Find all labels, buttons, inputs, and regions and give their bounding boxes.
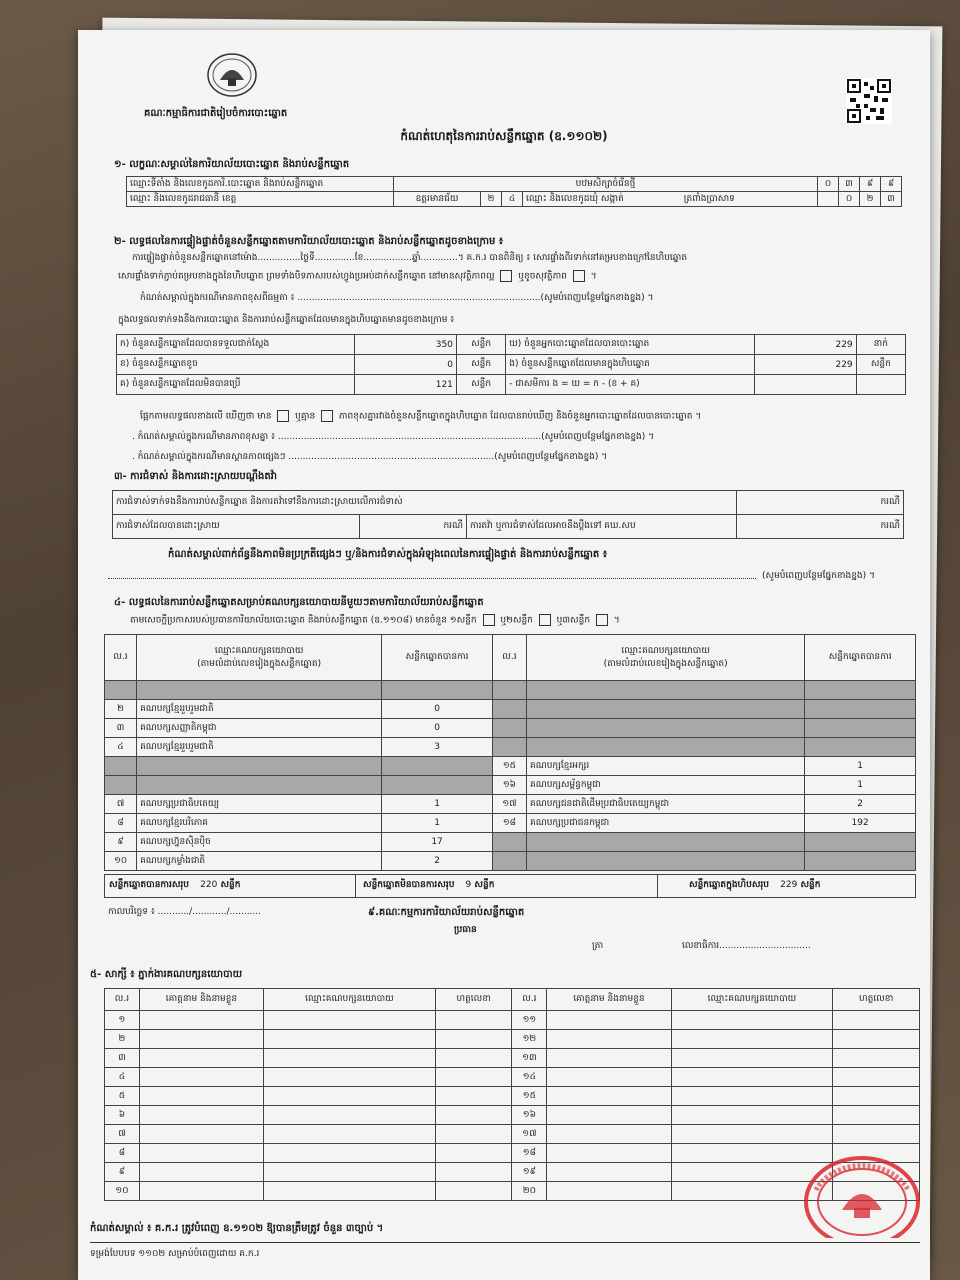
- has-difference-checkbox[interactable]: [277, 410, 289, 422]
- party-no: ៩: [105, 833, 137, 852]
- party-name: គណបក្សជនជាតិដើមប្រជាធិបតេយ្យកម្ពុជា: [527, 795, 805, 814]
- party-votes: [382, 757, 493, 776]
- witness-name-cell[interactable]: [547, 1011, 671, 1030]
- witness-name-cell[interactable]: [547, 1144, 671, 1163]
- witness-signature-cell[interactable]: [833, 1011, 920, 1030]
- witness-party-cell[interactable]: [264, 1049, 436, 1068]
- witness-no: ១៩: [512, 1163, 547, 1182]
- note-line: [108, 578, 756, 579]
- col-no: ល.រ: [105, 989, 140, 1011]
- case-unit: ករណី: [737, 491, 904, 515]
- count-label: - ជាសមីការ ង = ឃ = ក - (ខ + គ): [506, 375, 755, 395]
- complaint-row: ការជំទាស់ទាក់ទងនឹងការរាប់សន្លឹកឆ្នោត និងការតវ៉ាទៅនឹងការដោះស្រាយលើការជំទាស់: [113, 491, 737, 515]
- ballot-count-row: [117, 355, 906, 375]
- witness-signature-cell[interactable]: [833, 1030, 920, 1049]
- code-digit: ៩: [881, 177, 902, 192]
- witness-signature-cell[interactable]: [435, 1125, 512, 1144]
- witness-row: [105, 1182, 920, 1201]
- witness-row: [105, 1106, 920, 1125]
- party-name: [137, 757, 382, 776]
- col-no: ល.រ: [512, 989, 547, 1011]
- difference-text: ផ្អែកតាមលទ្ធផលខាងលើ ឃើញថា មាន: [140, 411, 272, 422]
- check-line-2-text: សោរផ្ទាំងទាក់ភ្ជាប់គម្របខាងក្នុងនៃហិបឆ្នោត ព្រមទាំងបិទភាសរបស់ហ្វូងប្រអប់ដាក់សន្លឹកឆ្នោត នៅមានសុវត្ថិភាពល្អ: [118, 271, 495, 282]
- party-name: គណបក្សប្រជាជនកម្ពុជា: [527, 814, 805, 833]
- col-party: [527, 635, 805, 681]
- count-value: 0: [355, 355, 457, 375]
- section1-title: ១- លក្ខណៈសម្គាល់នៃការិយាល័យបោះឆ្នោត និងរាប់សន្លឹកឆ្នោត: [114, 159, 350, 170]
- party-votes: [805, 719, 916, 738]
- code-digit: ៣: [881, 192, 902, 207]
- witness-no: ៨: [105, 1144, 140, 1163]
- col-party: ឈ្មោះគណបក្សនយោបាយ: [671, 989, 833, 1011]
- total-valid-value: 220: [200, 880, 218, 890]
- count-value: [754, 375, 856, 395]
- witness-signature-cell[interactable]: [435, 1068, 512, 1087]
- count-unit: សន្លឹក: [456, 355, 505, 375]
- witness-party-cell[interactable]: [671, 1087, 833, 1106]
- col-party-title: ឈ្មោះគណបក្សនយោបាយ: [214, 645, 304, 656]
- total-valid-label: សន្លឹកឆ្នោតបានការសរុប: [109, 880, 189, 890]
- footer-form-id: ទម្រង់បែបបទ ១១០២ សម្រាប់បំពេញដោយ គ.ក.រ: [90, 1249, 260, 1259]
- bad-checkbox[interactable]: [573, 270, 585, 282]
- code-digit: ៩: [860, 177, 881, 192]
- party-name: គណបក្សខ្មែររួបរួមជាតិ: [137, 738, 382, 757]
- total-invalid-label: សន្លឹកឆ្នោតមិនបានការសរុប: [363, 880, 455, 890]
- location-table: [126, 176, 902, 207]
- party-name: គណបក្សខ្មែរបរិភោគ: [137, 814, 382, 833]
- witness-signature-cell[interactable]: [435, 1106, 512, 1125]
- party-name: [527, 738, 805, 757]
- three-sheets-checkbox[interactable]: [596, 614, 608, 626]
- count-unit: សន្លឹក: [456, 375, 505, 395]
- witness-party-cell[interactable]: [264, 1011, 436, 1030]
- witness-name-cell[interactable]: [139, 1030, 263, 1049]
- witness-no: ១៨: [512, 1144, 547, 1163]
- witness-signature-cell[interactable]: [833, 1087, 920, 1106]
- province-label: ឈ្មោះ និងលេខកូដរាជធានី ខេត្ត: [127, 192, 394, 207]
- commune-label: ឈ្មោះ និងលេខកូដឃុំ សង្កាត់: [526, 193, 624, 204]
- witness-no: ៥: [105, 1087, 140, 1106]
- two-sheets-label: ឬ២សន្លឹក: [500, 615, 533, 626]
- election-form-sheet: [78, 30, 930, 1280]
- qr-code-icon: [846, 78, 892, 128]
- party-no: ៤: [105, 738, 137, 757]
- party-row: [105, 681, 916, 700]
- witness-no: ១៦: [512, 1106, 547, 1125]
- three-sheets-label: ឬ៣សន្លឹក: [556, 615, 591, 626]
- party-name: គណបក្សខ្មែររួបរួមជាតិ: [137, 700, 382, 719]
- witness-name-cell[interactable]: [547, 1087, 671, 1106]
- code-digit: ២: [860, 192, 881, 207]
- party-votes: [805, 700, 916, 719]
- location-label: ឈ្មោះទីតាំង និងលេខកូដការិ.បោះឆ្នោត និងរាប់សន្លឹកឆ្នោត: [127, 177, 394, 192]
- witness-signature-cell[interactable]: [435, 1049, 512, 1068]
- party-votes: [805, 852, 916, 871]
- difference-line: [140, 410, 701, 424]
- witness-party-cell[interactable]: [264, 1125, 436, 1144]
- witness-row: [105, 1068, 920, 1087]
- witness-no: ១២: [512, 1030, 547, 1049]
- witness-row: [105, 1163, 920, 1182]
- party-no: ៨: [105, 814, 137, 833]
- col-party-sub: (តាមលំដាប់លេខរៀងក្នុងសន្លឹកឆ្នោត): [603, 658, 728, 669]
- witness-no: ៧: [105, 1125, 140, 1144]
- party-no: [492, 852, 526, 871]
- col-name: គោត្តនាម និងនាមខ្លួន: [547, 989, 671, 1011]
- party-votes: 17: [382, 833, 493, 852]
- witness-no: ២០: [512, 1182, 547, 1201]
- party-row: [105, 795, 916, 814]
- party-votes: 3: [382, 738, 493, 757]
- footer-rule: [90, 1242, 920, 1243]
- count-unit: សន្លឹក: [456, 335, 505, 355]
- witness-no: ១៤: [512, 1068, 547, 1087]
- party-name: [137, 681, 382, 700]
- code-digit: ៣: [839, 177, 860, 192]
- col-party: [137, 635, 382, 681]
- witness-name-cell[interactable]: [139, 1163, 263, 1182]
- witness-row: [105, 1125, 920, 1144]
- witness-no: ២: [105, 1030, 140, 1049]
- witness-signature-cell[interactable]: [435, 1030, 512, 1049]
- party-name: [137, 776, 382, 795]
- count-unit: នាក់: [856, 335, 905, 355]
- party-name: [527, 700, 805, 719]
- count-value: 229: [754, 335, 856, 355]
- witness-party-cell[interactable]: [671, 1106, 833, 1125]
- col-party-title: ឈ្មោះគណបក្សនយោបាយ: [621, 645, 710, 656]
- total-all: [689, 879, 820, 892]
- col-no: ល.រ: [105, 635, 137, 681]
- party-no: [492, 719, 526, 738]
- col-votes: សន្លឹកឆ្នោតបានការ: [805, 635, 916, 681]
- witness-party-cell[interactable]: [264, 1182, 436, 1201]
- party-no: ១០: [105, 852, 137, 871]
- code-digit: [818, 192, 839, 207]
- party-votes: 2: [805, 795, 916, 814]
- party-results-table: [104, 634, 916, 871]
- count-value: 121: [355, 375, 457, 395]
- witness-name-cell[interactable]: [139, 1144, 263, 1163]
- party-row: [105, 852, 916, 871]
- witness-party-cell[interactable]: [264, 1087, 436, 1106]
- total-invalid-value: 9: [465, 880, 472, 890]
- one-sheet-checkbox[interactable]: [483, 614, 495, 626]
- party-no: [492, 738, 526, 757]
- party-row: [105, 719, 916, 738]
- check-line-1: ការផ្ទៀងផ្ទាត់ចំនួនសន្លឹកឆ្នោតនៅម៉ោង...............ថ្ងៃទី..............ខែ.................ឆ្នាំ.............។ គ.ក.រ បានពិនិត្យ ៖ សោរផ្ទាំងពីរទាក់នៅគម្របខាងក្រៅនៃហិបឆ្នោត: [132, 253, 688, 263]
- count-label: ឃ) ចំនួនអ្នកបោះឆ្នោតដែលបានបោះឆ្នោត: [506, 335, 755, 355]
- witness-name-cell[interactable]: [547, 1030, 671, 1049]
- party-row: [105, 833, 916, 852]
- complaints-table: [112, 490, 904, 539]
- irregularity-note: កំណត់សម្គាល់ពាក់ព័ន្ធនឹងភាពមិនប្រក្រតីផ្សេងៗ ឬ/និងការជំទាស់ក្នុងអំឡុងពេលនៃការផ្ទៀងផ្ទាត់ និងការរាប់សន្លឹកឆ្នោត ៖: [168, 549, 608, 560]
- resolved-label: ការជំទាស់ដែលបានដោះស្រាយ: [113, 515, 360, 539]
- witness-signature-cell[interactable]: [833, 1125, 920, 1144]
- committee-title: ៩.គណៈកម្មការការិយាល័យរាប់សន្លឹកឆ្នោត: [368, 907, 525, 918]
- difference-note: . កំណត់សម្គាល់ក្នុងករណីមានភាពខុសគ្នា ៖ ............................................................................................(សូមបំពេញបន្ថែមផ្នែកខាងខ្នង) ។: [132, 432, 655, 442]
- witness-no: ៤: [105, 1068, 140, 1087]
- party-no: [492, 700, 526, 719]
- party-no: [105, 776, 137, 795]
- chair-label: ប្រធាន: [454, 925, 477, 935]
- witness-no: ១០: [105, 1182, 140, 1201]
- party-votes: 1: [382, 795, 493, 814]
- commune-value: ត្រពាំងប្រាសាទ: [683, 193, 735, 204]
- witness-signature-cell[interactable]: [435, 1163, 512, 1182]
- party-no: ៧: [105, 795, 137, 814]
- party-no: ១៨: [492, 814, 526, 833]
- witness-signature-cell[interactable]: [833, 1068, 920, 1087]
- party-votes: [805, 738, 916, 757]
- party-votes: 0: [382, 719, 493, 738]
- count-label: ង) ចំនួនសន្លឹកឆ្នោតដែលមានក្នុងហិបឆ្នោត: [506, 355, 755, 375]
- abnormal-note: កំណត់សម្គាល់ក្នុងករណីមានភាពខុសពីធម្មតា ៖ .....................................................................................(សូមបំពេញបន្ថែមផ្នែកខាងខ្នង) ។: [140, 293, 654, 303]
- results-intro: ក្នុងលទ្ធផលទាក់ទងនឹងការបោះឆ្នោត និងការរាប់សន្លឹកឆ្នោតដែលមានក្នុងហិបឆ្នោតមានដូចខាងក្រោម ៖: [118, 315, 455, 325]
- party-votes: [382, 681, 493, 700]
- witness-signature-cell[interactable]: [833, 1106, 920, 1125]
- party-row: [105, 738, 916, 757]
- witness-signature-cell[interactable]: [833, 1049, 920, 1068]
- witness-name-cell[interactable]: [139, 1106, 263, 1125]
- party-no: ១៦: [492, 776, 526, 795]
- witness-party-cell[interactable]: [264, 1144, 436, 1163]
- party-votes: 0: [382, 700, 493, 719]
- count-value: 350: [355, 335, 457, 355]
- witness-row: [105, 1011, 920, 1030]
- code-digit: ៤: [502, 192, 523, 207]
- code-digit: ០: [818, 177, 839, 192]
- col-party: ឈ្មោះគណបក្សនយោបាយ: [264, 989, 436, 1011]
- appeal-label: ការតវ៉ា ឬការជំទាស់ដែលអាចនឹងប្តឹងទៅ គឃ.សប: [467, 515, 737, 539]
- code-digit: ០: [839, 192, 860, 207]
- witness-party-cell[interactable]: [671, 1030, 833, 1049]
- witness-name-cell[interactable]: [547, 1163, 671, 1182]
- section3-title: ៣- ការជំទាស់ និងការដោះស្រាយបណ្តឹងតវ៉ា: [114, 471, 278, 482]
- witness-no: ៣: [105, 1049, 140, 1068]
- witness-party-cell[interactable]: [671, 1011, 833, 1030]
- witness-no: ១៥: [512, 1087, 547, 1106]
- total-valid-unit: សន្លឹក: [220, 880, 241, 890]
- bad-option-label: ឬខូចសុវត្ថិភាព: [518, 271, 567, 282]
- witness-party-cell[interactable]: [671, 1049, 833, 1068]
- witness-name-cell[interactable]: [139, 1049, 263, 1068]
- witness-name-cell[interactable]: [139, 1125, 263, 1144]
- check-line-2: សោរផ្ទាំងទាក់ភ្ជាប់គម្របខាងក្នុងនៃហិបឆ្នោត ព្រមទាំងបិទភាសរបស់ហ្វូងប្រអប់ដាក់សន្លឹកឆ្នោត នៅមានសុវត្ថិភាពល្អ ឬខូចសុវត្ថិភាព ។: [118, 271, 597, 282]
- total-valid: [109, 879, 240, 892]
- nec-emblem-icon: [206, 52, 258, 102]
- party-name: គណបក្សសញ្ញាតិកម្ពុជា: [137, 719, 382, 738]
- party-name: [527, 852, 805, 871]
- count-unit: សន្លឹក: [856, 355, 905, 375]
- witness-name-cell[interactable]: [547, 1106, 671, 1125]
- party-votes: [805, 833, 916, 852]
- count-unit: [856, 375, 905, 395]
- party-no: [105, 681, 137, 700]
- total-invalid: [363, 879, 494, 892]
- sign-date: កាលបរិច្ឆេទ ៖ .........../............/...........: [108, 907, 261, 917]
- col-votes: សន្លឹកឆ្នោតបានការ: [382, 635, 493, 681]
- section5-title: ៥- សាក្សី ៖ ភ្នាក់ងារគណបក្សនយោបាយ: [90, 969, 243, 980]
- witness-signature-cell[interactable]: [435, 1182, 512, 1201]
- other-note: . កំណត់សម្គាល់ក្នុងករណីមានស្ថានភាពផ្សេងៗ ........................................................................(សូមបំពេញបន្ថែមផ្នែកខាងខ្នង) ។: [132, 452, 608, 462]
- col-name: គោត្តនាម និងនាមខ្លួន: [139, 989, 263, 1011]
- party-no: ១៧: [492, 795, 526, 814]
- witness-name-cell[interactable]: [547, 1182, 671, 1201]
- count-label: ក) ចំនួនសន្លឹកឆ្នោតដែលបានទទួលជាក់ស្តែង: [117, 335, 355, 355]
- section2-title: ២- លទ្ធផលនៃការផ្ទៀងផ្ទាត់ចំនួនសន្លឹកឆ្នោតតាមការិយាល័យបោះឆ្នោត និងរាប់សន្លឹកឆ្នោតដូចខាងក្រោម ៖: [114, 236, 504, 247]
- no-difference-checkbox[interactable]: [321, 410, 333, 422]
- party-no: ១៥: [492, 757, 526, 776]
- witness-signature-cell[interactable]: [435, 1144, 512, 1163]
- party-votes: 2: [382, 852, 493, 871]
- org-name: គណៈកម្មាធិការជាតិរៀបចំការបោះឆ្នោត: [144, 108, 288, 119]
- col-no: ល.រ: [492, 635, 526, 681]
- witness-no: ៦: [105, 1106, 140, 1125]
- witness-party-cell[interactable]: [264, 1068, 436, 1087]
- party-votes: 1: [805, 776, 916, 795]
- total-invalid-unit: សន្លឹក: [474, 880, 495, 890]
- form-title: កំណត់ហេតុនៃការរាប់សន្លឹកឆ្នោត (ឧ.១១០២): [400, 129, 608, 143]
- party-votes: 1: [382, 814, 493, 833]
- witness-name-cell[interactable]: [139, 1182, 263, 1201]
- witness-party-cell[interactable]: [264, 1030, 436, 1049]
- witness-signature-cell[interactable]: [435, 1011, 512, 1030]
- note-end: (សូមបំពេញបន្ថែមផ្នែកខាងខ្នង) ។: [762, 571, 875, 581]
- official-red-stamp: [802, 1154, 922, 1242]
- witness-name-cell[interactable]: [139, 1011, 263, 1030]
- party-no: [492, 833, 526, 852]
- sheet-count-line: តាមសេចក្តីប្រកាសរបស់ប្រធានការិយាល័យបោះឆ្នោត និងរាប់សន្លឹកឆ្នោត (ឧ.១១០៨) មានចំនួន ១សន្លឹក ឬ២សន្លឹក ឬ៣សន្លឹក ។: [130, 615, 620, 626]
- witness-row: [105, 1049, 920, 1068]
- location-value: បឋមសិក្សាចំរើនថ្មី: [394, 177, 818, 192]
- party-name: គណបក្សសម្ព័ន្ធកម្ពុជា: [527, 776, 805, 795]
- party-no: [105, 757, 137, 776]
- case-unit: ករណី: [360, 515, 467, 539]
- no-difference-label: ឬគ្មាន: [295, 411, 316, 422]
- ballot-count-row: [117, 335, 906, 355]
- witness-party-cell[interactable]: [264, 1106, 436, 1125]
- party-votes: [382, 776, 493, 795]
- seal-label: ត្រា: [592, 941, 604, 951]
- divider: [657, 875, 658, 897]
- totals-bar: [104, 874, 916, 898]
- divider: [355, 875, 356, 897]
- col-sign: ហត្ថលេខា: [833, 989, 920, 1011]
- party-name: គណបក្សខ្មែរអក្សរ: [527, 757, 805, 776]
- party-no: ៣: [105, 719, 137, 738]
- party-name: គណបក្សប្រជាធិបតេយ្យ: [137, 795, 382, 814]
- witness-row: [105, 1087, 920, 1106]
- party-row: [105, 700, 916, 719]
- total-all-label: សន្លឹកឆ្នោតក្នុងហិបសរុប: [689, 880, 769, 890]
- party-votes: [805, 681, 916, 700]
- count-label: គ) ចំនួនសន្លឹកឆ្នោតដែលមិនបានប្រើ: [117, 375, 355, 395]
- witness-name-cell[interactable]: [547, 1125, 671, 1144]
- witness-no: ១: [105, 1011, 140, 1030]
- col-sign: ហត្ថលេខា: [435, 989, 512, 1011]
- witness-party-cell[interactable]: [671, 1125, 833, 1144]
- count-value: 229: [754, 355, 856, 375]
- witness-name-cell[interactable]: [547, 1068, 671, 1087]
- two-sheets-checkbox[interactable]: [539, 614, 551, 626]
- count-label: ខ) ចំនួនសន្លឹកឆ្នោតខូច: [117, 355, 355, 375]
- witness-no: ១៣: [512, 1049, 547, 1068]
- party-name: [527, 681, 805, 700]
- witness-name-cell[interactable]: [547, 1049, 671, 1068]
- ballot-count-row: [117, 375, 906, 395]
- total-all-unit: សន្លឹក: [800, 880, 821, 890]
- party-row: [105, 757, 916, 776]
- witness-no: ១១: [512, 1011, 547, 1030]
- secretary-label: លេខាធិការ................................: [682, 941, 811, 951]
- witness-party-cell[interactable]: [671, 1068, 833, 1087]
- witness-name-cell[interactable]: [139, 1087, 263, 1106]
- witness-table: [104, 988, 920, 1201]
- party-no: ២: [105, 700, 137, 719]
- party-name: [527, 719, 805, 738]
- code-digit: ២: [481, 192, 502, 207]
- witness-row: [105, 1144, 920, 1163]
- difference-text-end: ភាពខុសគ្នារវាងចំនួនសន្លឹកឆ្នោតក្នុងហិបឆ្នោត ដែលបានរាប់ឃើញ និងចំនួនអ្នកបោះឆ្នោតដែលបានបោះឆ្នោត ។: [338, 411, 702, 422]
- party-name: គណបក្សហ្វ៊ុនស៊ិនប៉ិច: [137, 833, 382, 852]
- footer-note: កំណត់សម្គាល់ ៖ គ.ក.រ ត្រូវបំពេញ ឧ.១១០២ ឱ្យបានត្រឹមត្រូវ ចំនួន ៣ច្បាប់ ។: [90, 1223, 384, 1234]
- witness-name-cell[interactable]: [139, 1068, 263, 1087]
- sheet-count-text: តាមសេចក្តីប្រកាសរបស់ប្រធានការិយាល័យបោះឆ្នោត និងរាប់សន្លឹកឆ្នោត (ឧ.១១០៨) មានចំនួន ១សន្លឹក: [130, 615, 477, 626]
- party-no: [492, 681, 526, 700]
- party-name: គណបក្សកម្លាំងជាតិ: [137, 852, 382, 871]
- party-name: [527, 833, 805, 852]
- witness-signature-cell[interactable]: [435, 1087, 512, 1106]
- total-all-value: 229: [780, 880, 798, 890]
- ballot-count-table: [116, 334, 906, 395]
- section4-title: ៤- លទ្ធផលនៃការរាប់សន្លឹកឆ្នោតសម្រាប់គណបក្សនយោបាយនីមួយៗតាមការិយាល័យរាប់សន្លឹកឆ្នោត: [114, 597, 484, 608]
- party-votes: 1: [805, 757, 916, 776]
- col-party-sub: (តាមលំដាប់លេខរៀងក្នុងសន្លឹកឆ្នោត): [197, 658, 322, 669]
- party-votes: 192: [805, 814, 916, 833]
- witness-row: [105, 1030, 920, 1049]
- witness-no: ៩: [105, 1163, 140, 1182]
- case-unit: ករណី: [737, 515, 904, 539]
- witness-party-cell[interactable]: [264, 1163, 436, 1182]
- party-row: [105, 814, 916, 833]
- party-row: [105, 776, 916, 795]
- witness-no: ១៧: [512, 1125, 547, 1144]
- good-checkbox[interactable]: [500, 270, 512, 282]
- province-value: ឧត្តរមានជ័យ: [394, 192, 481, 207]
- commune-cell: [523, 192, 818, 207]
